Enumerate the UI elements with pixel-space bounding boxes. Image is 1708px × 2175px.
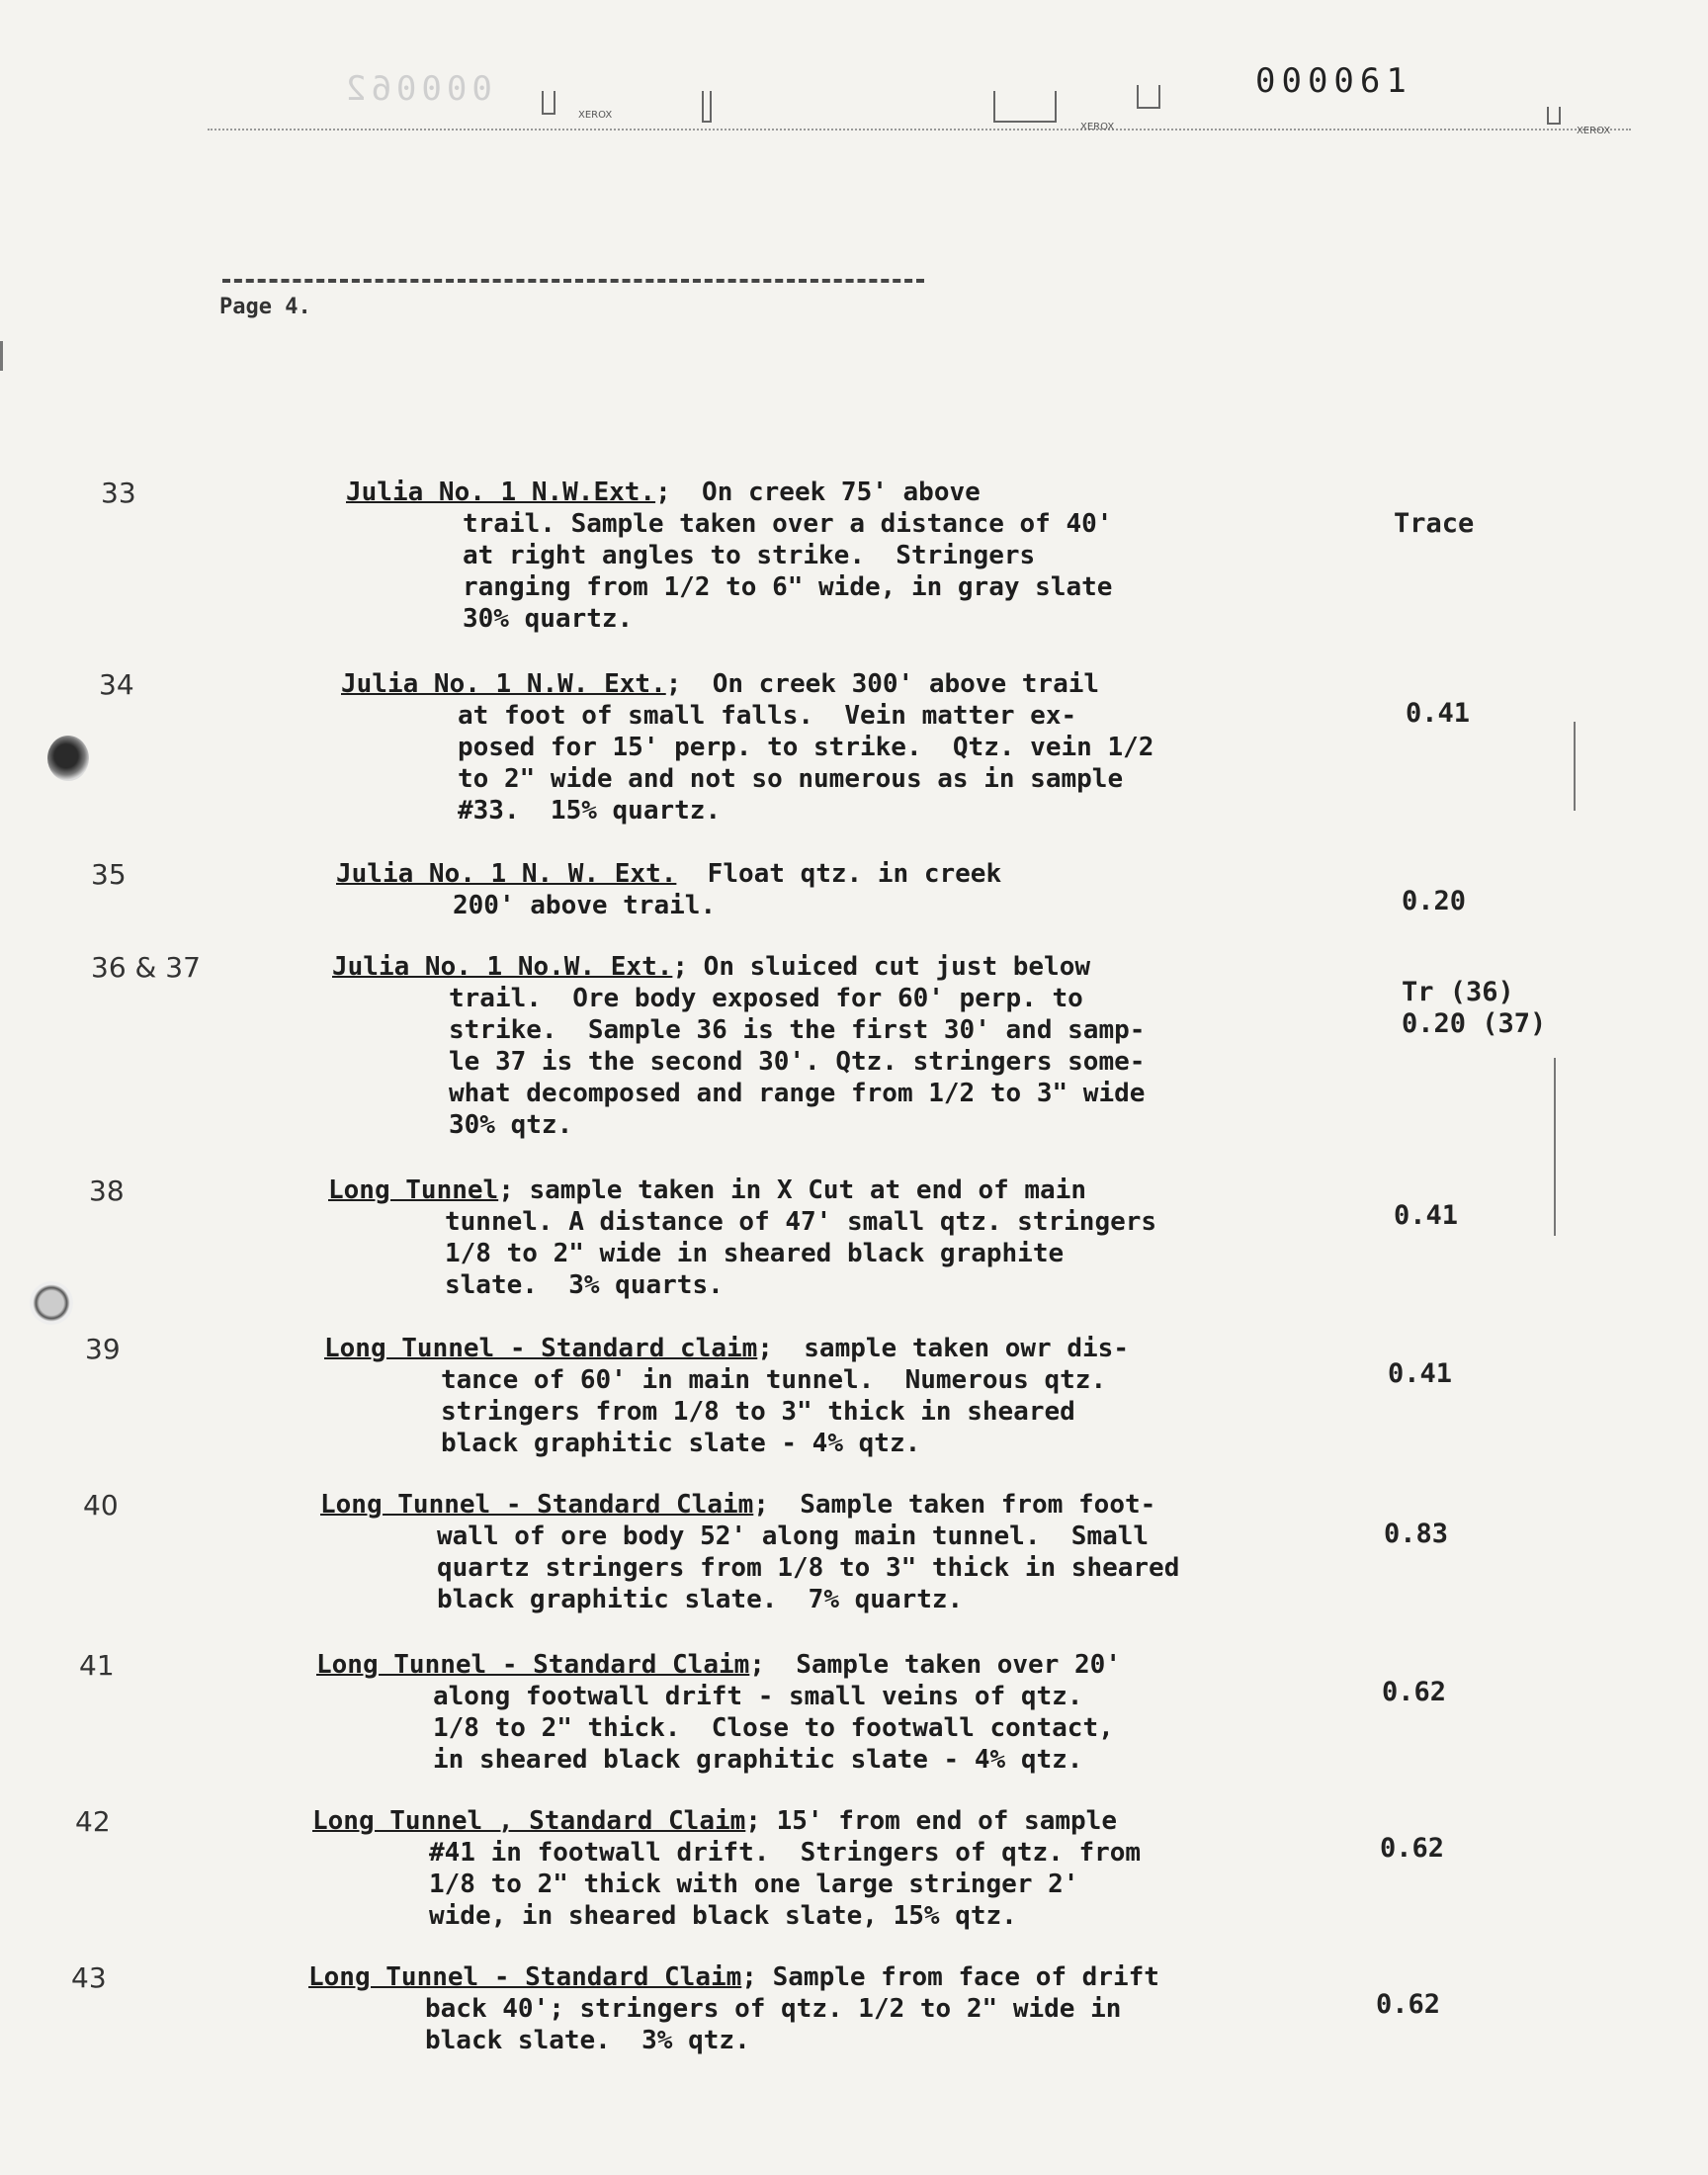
- description-line: ranging from 1/2 to 6" wide, in gray slate: [463, 572, 1113, 602]
- description-block: ; On creek 300' above trail: [665, 669, 1100, 699]
- description-line: at foot of small falls. Vein matter ex-: [458, 701, 1077, 731]
- description-block: ; Sample taken from foot-: [753, 1490, 1156, 1520]
- sample-description: [312, 1805, 1141, 1932]
- sample-description: [316, 1649, 1121, 1776]
- description-line: slate. 3% quarts.: [445, 1270, 724, 1300]
- sample-description: [346, 477, 1112, 635]
- ghost-document-number: 000062: [341, 69, 492, 109]
- description-line: 200' above trail.: [453, 891, 717, 920]
- page-label: Page 4.: [219, 295, 311, 319]
- assay-value: 0.41: [1406, 698, 1471, 729]
- assay-value: 0.62: [1376, 1989, 1441, 2020]
- bracket-mark: [993, 91, 1057, 123]
- description-block: ; Sample from face of drift: [741, 1962, 1159, 1992]
- edge-mark: [1554, 1058, 1556, 1236]
- sample-number: 38: [89, 1174, 125, 1207]
- assay-value: 0.83: [1384, 1519, 1449, 1549]
- punch-hole: [47, 736, 89, 781]
- claim-name: Julia No. 1 N.W. Ext.: [341, 669, 666, 699]
- assay-value: 0.62: [1382, 1677, 1447, 1707]
- description-line: along footwall drift - small veins of qtz.: [433, 1682, 1083, 1711]
- claim-name: Julia No. 1 N. W. Ext.: [336, 859, 677, 889]
- claim-name: Long Tunnel - Standard Claim: [316, 1650, 750, 1680]
- sample-description: [336, 858, 1001, 921]
- description-line: at right angles to strike. Stringers: [463, 541, 1036, 570]
- description-block: ; On sluiced cut just below: [672, 952, 1091, 982]
- description-block: Float qtz. in creek: [676, 859, 1002, 889]
- sample-number: 35: [91, 858, 127, 891]
- description-line: wide, in sheared black slate, 15% qtz.: [429, 1901, 1017, 1931]
- description-line: tunnel. A distance of 47' small qtz. stringers: [445, 1207, 1157, 1237]
- description-line: le 37 is the second 30'. Qtz. stringers some-: [449, 1047, 1146, 1077]
- description-block: ; Sample taken over 20': [749, 1650, 1121, 1680]
- description-line: 30% qtz.: [449, 1110, 573, 1140]
- description-line: #41 in footwall drift. Stringers of qtz. from: [429, 1838, 1142, 1868]
- claim-name: Long Tunnel , Standard Claim: [312, 1806, 746, 1836]
- xerox-mark: XEROX: [578, 110, 613, 121]
- edge-mark: [1574, 722, 1576, 811]
- claim-name: Julia No. 1 N.W.Ext.: [346, 478, 656, 507]
- claim-name: Long Tunnel - Standard claim: [324, 1334, 758, 1363]
- sample-number: 42: [75, 1805, 111, 1838]
- bracket-mark: [1547, 107, 1561, 125]
- description-line: back 40'; stringers of qtz. 1/2 to 2" wide in: [425, 1994, 1122, 2024]
- assay-value: 0.41: [1394, 1200, 1459, 1231]
- punch-hole: [30, 1281, 73, 1325]
- sample-number: 36 & 37: [91, 951, 201, 984]
- description-line: black graphitic slate. 7% quartz.: [437, 1585, 964, 1614]
- claim-name: Long Tunnel - Standard Claim: [308, 1962, 742, 1992]
- sample-number: 40: [83, 1489, 119, 1522]
- description-line: strike. Sample 36 is the first 30' and samp-: [449, 1015, 1146, 1045]
- bracket-mark: [1137, 85, 1160, 109]
- xerox-mark: XEROX: [1577, 126, 1611, 136]
- top-dotted-rule: [208, 129, 1631, 130]
- description-line: ; On creek 75' above: [655, 478, 981, 507]
- sample-description: [328, 1174, 1156, 1301]
- sample-number: 41: [79, 1649, 115, 1682]
- sample-number: 39: [85, 1333, 121, 1365]
- xerox-mark: XEROX: [1080, 122, 1115, 132]
- description-block: ; sample taken owr dis-: [757, 1334, 1129, 1363]
- sample-number: 34: [99, 668, 134, 701]
- description-line: trail. Sample taken over a distance of 40': [463, 509, 1113, 539]
- description-line: stringers from 1/8 to 3" thick in sheared: [441, 1397, 1075, 1427]
- description-line: posed for 15' perp. to strike. Qtz. vein 1/2: [458, 733, 1154, 762]
- description-line: #33. 15% quartz.: [458, 796, 722, 826]
- struck-header-line: [222, 279, 924, 283]
- sample-number: 43: [71, 1961, 107, 1994]
- sample-number: 33: [101, 477, 136, 509]
- description-line: 1/8 to 2" thick. Close to footwall contact,: [433, 1713, 1114, 1743]
- edge-mark: [0, 341, 3, 371]
- description-line: black graphitic slate - 4% qtz.: [441, 1429, 921, 1458]
- description-line: in sheared black graphitic slate - 4% qtz.: [433, 1745, 1083, 1775]
- claim-name: Long Tunnel - Standard Claim: [320, 1490, 754, 1520]
- description-block: ; 15' from end of sample: [745, 1806, 1117, 1836]
- sample-description: [308, 1961, 1159, 2056]
- description-line: 1/8 to 2" wide in sheared black graphite: [445, 1239, 1065, 1268]
- description-line: what decomposed and range from 1/2 to 3" wide: [449, 1079, 1146, 1108]
- assay-value: 0.20: [1402, 886, 1467, 916]
- description-line: quartz stringers from 1/8 to 3" thick in sheared: [437, 1553, 1180, 1583]
- assay-value: Tr (36) 0.20 (37): [1402, 977, 1547, 1039]
- description-line: tance of 60' in main tunnel. Numerous qtz.: [441, 1365, 1107, 1395]
- assay-value: Trace: [1394, 508, 1475, 539]
- claim-name: Julia No. 1 No.W. Ext.: [332, 952, 673, 982]
- sample-description: [332, 951, 1145, 1141]
- sample-description: [320, 1489, 1179, 1615]
- sample-description: [324, 1333, 1129, 1459]
- sample-description: [341, 668, 1153, 826]
- description-line: trail. Ore body exposed for 60' perp. to: [449, 984, 1083, 1013]
- claim-name: Long Tunnel: [328, 1175, 499, 1205]
- document-number: 000061: [1255, 61, 1412, 101]
- bracket-mark: [702, 91, 712, 123]
- description-line: 1/8 to 2" thick with one large stringer 2': [429, 1870, 1079, 1899]
- description-line: wall of ore body 52' along main tunnel. Small: [437, 1522, 1150, 1551]
- bracket-mark: [542, 91, 555, 115]
- description-line: 30% quartz.: [463, 604, 634, 634]
- assay-value: 0.62: [1380, 1833, 1445, 1864]
- description-line: to 2" wide and not so numerous as in sample: [458, 764, 1124, 794]
- description-block: ; sample taken in X Cut at end of main: [498, 1175, 1087, 1205]
- description-line: black slate. 3% qtz.: [425, 2026, 750, 2055]
- assay-value: 0.41: [1388, 1358, 1453, 1389]
